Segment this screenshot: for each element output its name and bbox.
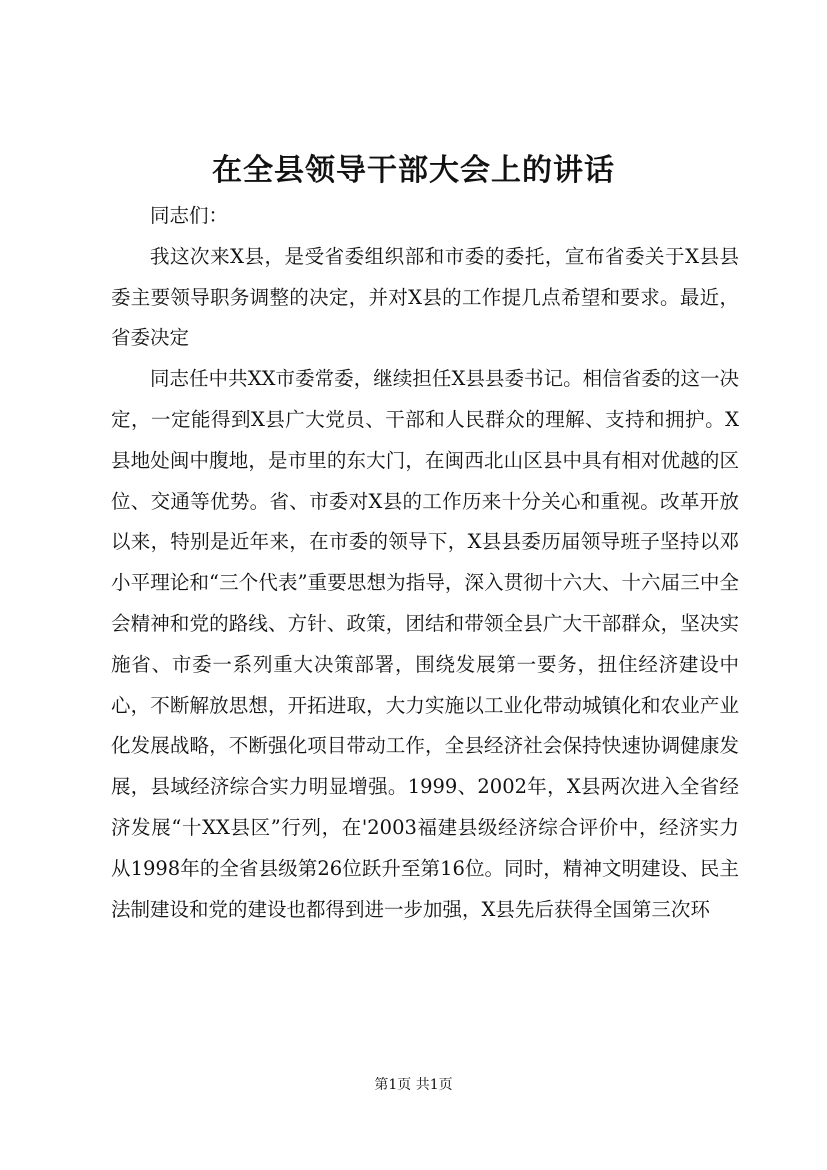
paragraph-1: 我这次来X县，是受省委组织部和市委的委托，宣布省委关于X县县委主要领导职务调整的决定，并对X县的工作提几点希望和要求。最近，省委决定	[111, 244, 739, 350]
document-body	[111, 196, 739, 930]
paragraph-2: 同志任中共XX市委常委，继续担任X县县委书记。相信省委的这一决定，一定能得到X县广大党员、干部和人民群众的理解、支持和拥护。X县地处闽中腹地，是市里的东大门，在闽西北山区县中具有相对优越的区位、交通等优势。省、市委对X县的工作历来十分关心和重视。改革开放以来，特别是近年来，在市委的领导下，X县县委历届领导班子坚持以邓小平理论和“三个代表”重要思想为指导，深入贯彻十六大、十六届三中全会精神和党的路线、方针、政策，团结和带领全县广大干部群众，坚决实施省、市委一系列重大决策部署，围绕发展第一要务，扭住经济建设中心，不断解放思想，开拓进取，大力实施以工业化带动城镇化和农业产业化发展战略，不断强化项目带动工作，全县经济社会保持快速协调健康发展，县域经济综合实力明显增强。1999、2002年，X县两次进入全省经济发展“十XX县区”行列，在'2003福建县级经济综合评价中，经济实力从1998年的全省县级第26位跃升至第16位。同时，精神文明建设、民主法制建设和党的建设也都得到进一步加强，X县先后获得全国第三次环	[111, 367, 739, 921]
document-title: 在全县领导干部大会上的讲话	[212, 153, 615, 188]
paragraph-salutation: 同志们：	[150, 204, 229, 227]
page-footer: 第1页 共1页	[374, 1077, 453, 1093]
